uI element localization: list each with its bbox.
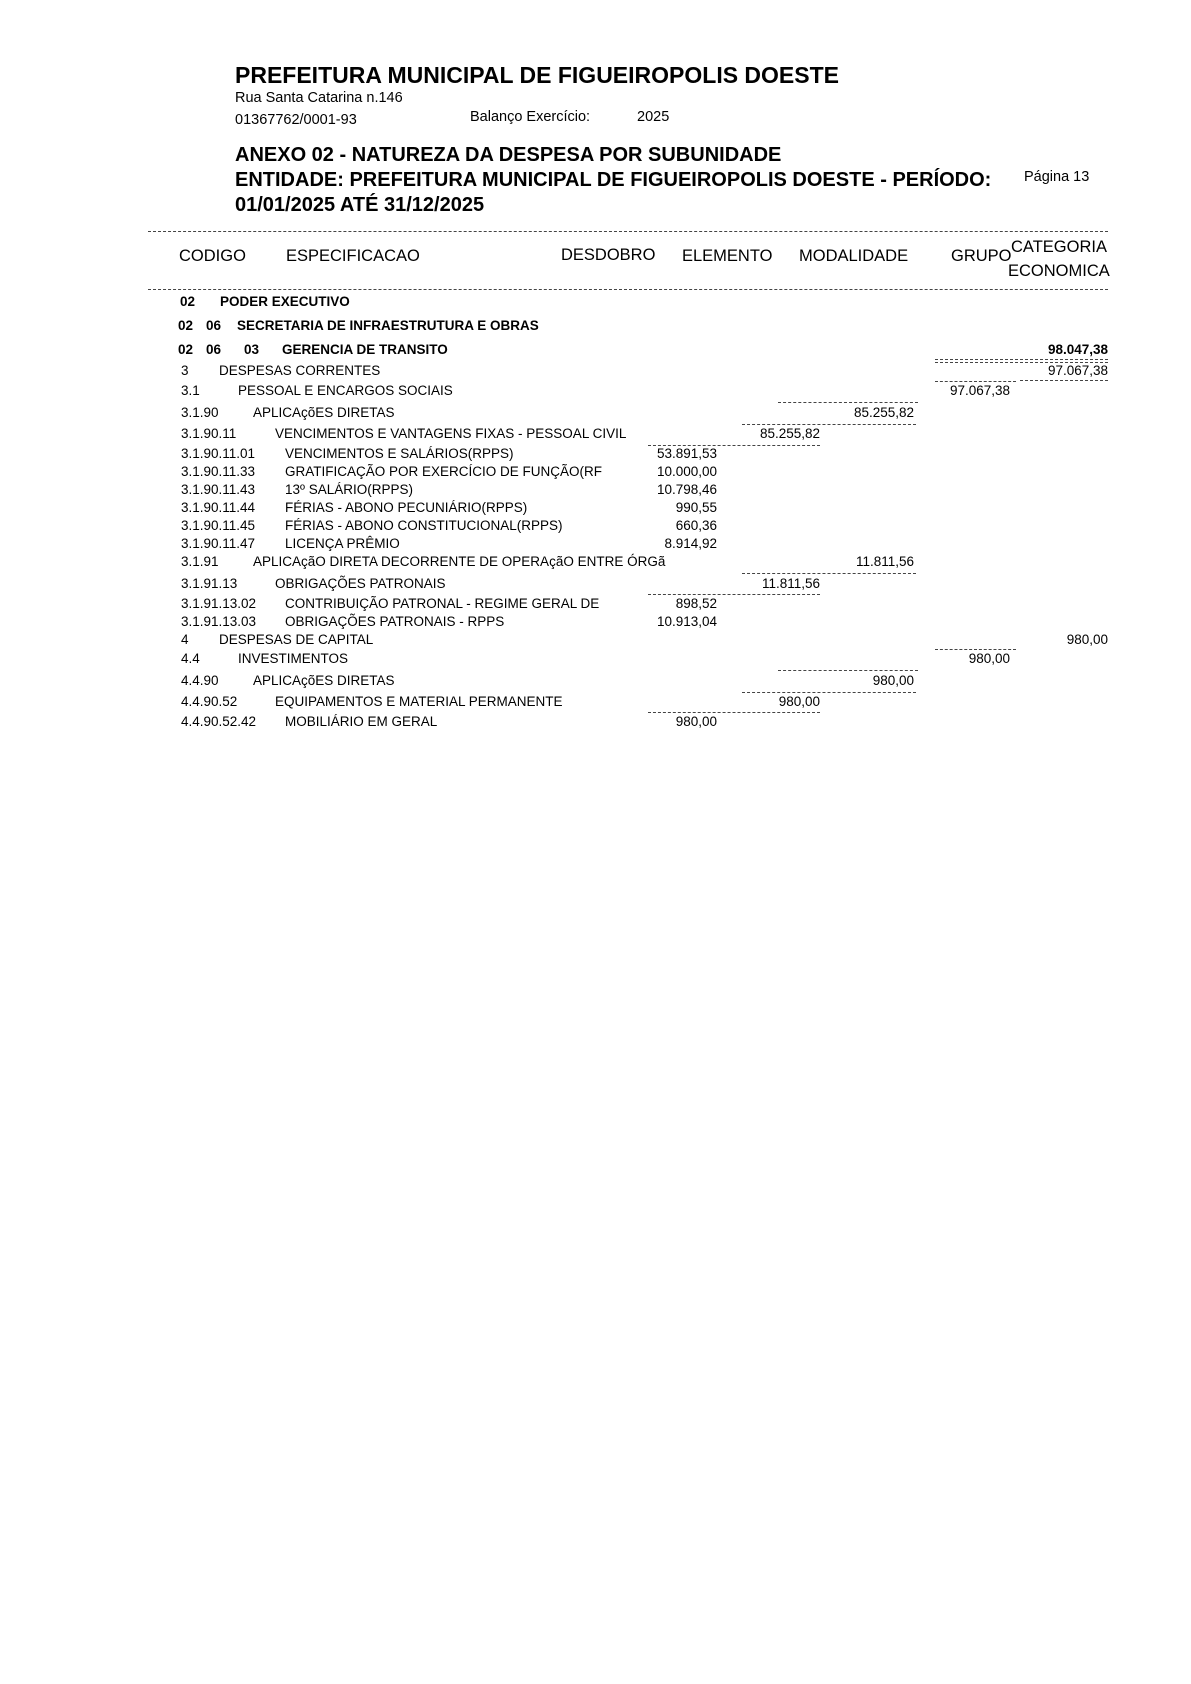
rule-elemento-3: [742, 692, 916, 693]
row-code: 3.1.90.11.01: [181, 446, 256, 461]
row-desc: APLICAçãO DIRETA DECORRENTE DE OPERAçãO ENTRE ÓRGã: [253, 554, 666, 569]
gerencia-total: 98.047,38: [1047, 342, 1108, 357]
rule-grupo-2: [935, 649, 1016, 650]
row-value-desdobro: 660,36: [675, 518, 717, 533]
row-value-desdobro: 10.798,46: [656, 482, 717, 497]
row-value-elemento: 11.811,56: [761, 576, 820, 591]
row-code: 3.1.91.13: [181, 576, 238, 591]
row-value-desdobro: 8.914,92: [664, 536, 717, 551]
col-economica: ECONOMICA: [1008, 262, 1110, 280]
rule-desdobro-2: [648, 594, 820, 595]
poder-code: 02: [180, 294, 196, 309]
row-code: 4: [181, 632, 189, 647]
row-code: 3.1.90.11.47: [181, 536, 256, 551]
row-desc: PESSOAL E ENCARGOS SOCIAIS: [238, 383, 453, 398]
row-value-modalidade: 11.811,56: [855, 554, 914, 569]
rule-grupo-1: [935, 381, 1016, 382]
col-desdobro: DESDOBRO: [561, 246, 656, 264]
row-desc: VENCIMENTOS E VANTAGENS FIXAS - PESSOAL CIVIL: [275, 426, 627, 441]
col-modalidade: MODALIDADE: [799, 247, 909, 265]
row-value-categoria: 980,00: [1066, 632, 1108, 647]
secretaria-code-1: 02: [178, 318, 194, 333]
row-desc: INVESTIMENTOS: [238, 651, 349, 666]
row-value-grupo: 980,00: [968, 651, 1010, 666]
poder-label: PODER EXECUTIVO: [220, 294, 350, 309]
row-desc: APLICAçõES DIRETAS: [253, 673, 395, 688]
row-value-desdobro: 898,52: [675, 596, 717, 611]
row-code: 3.1.90.11.45: [181, 518, 256, 533]
row-desc: 13º SALÁRIO(RPPS): [285, 482, 413, 497]
rule-desdobro-3: [648, 712, 820, 713]
row-desc: OBRIGAÇÕES PATRONAIS: [275, 576, 446, 591]
row-desc: GRATIFICAÇÃO POR EXERCÍCIO DE FUNÇÃO(RF: [285, 464, 603, 479]
row-desc: VENCIMENTOS E SALÁRIOS(RPPS): [285, 446, 514, 461]
header-bottom-rule: [148, 289, 1108, 290]
col-codigo: CODIGO: [179, 247, 246, 265]
row-code: 3.1.91.13.03: [181, 614, 257, 629]
row-code: 3.1.91: [181, 554, 219, 569]
gerencia-code-2: 06: [206, 342, 222, 357]
rule-modalidade-1: [778, 402, 918, 403]
row-desc: APLICAçõES DIRETAS: [253, 405, 395, 420]
row-code: 4.4: [181, 651, 200, 666]
row-value-elemento: 85.255,82: [759, 426, 820, 441]
annex-title: ANEXO 02 - NATUREZA DA DESPESA POR SUBUNIDADE: [235, 144, 782, 166]
rule-categoria-1: [1020, 380, 1108, 381]
row-value-desdobro: 10.000,00: [656, 464, 717, 479]
row-desc: EQUIPAMENTOS E MATERIAL PERMANENTE: [275, 694, 563, 709]
row-desc: MOBILIÁRIO EM GERAL: [285, 714, 438, 729]
gerencia-code-1: 02: [178, 342, 194, 357]
period: 01/01/2025 ATÉ 31/12/2025: [235, 194, 485, 216]
org-title: PREFEITURA MUNICIPAL DE FIGUEIROPOLIS DOESTE: [235, 62, 840, 88]
row-code: 4.4.90.52: [181, 694, 238, 709]
row-value-desdobro: 990,55: [675, 500, 717, 515]
col-grupo: GRUPO: [951, 247, 1012, 265]
row-desc: DESPESAS DE CAPITAL: [219, 632, 374, 647]
row-code: 3: [181, 363, 189, 378]
row-code: 3.1.90.11.33: [181, 464, 256, 479]
row-code: 3.1.90.11: [181, 426, 237, 441]
secretaria-code-2: 06: [206, 318, 222, 333]
total-rule-1: [935, 359, 1108, 360]
row-desc: OBRIGAÇÕES PATRONAIS - RPPS: [285, 614, 505, 629]
col-especificacao: ESPECIFICACAO: [286, 247, 420, 265]
row-desc: FÉRIAS - ABONO PECUNIÁRIO(RPPS): [285, 500, 528, 515]
row-desc: CONTRIBUIÇÃO PATRONAL - REGIME GERAL DE: [285, 596, 600, 611]
page-number: Página 13: [1024, 169, 1090, 185]
cnpj: 01367762/0001-93: [235, 112, 357, 128]
row-code: 3.1.91.13.02: [181, 596, 257, 611]
row-code: 3.1: [181, 383, 200, 398]
row-code: 3.1.90: [181, 405, 219, 420]
row-value-modalidade: 85.255,82: [853, 405, 914, 420]
row-code: 3.1.90.11.43: [181, 482, 256, 497]
header-top-rule: [148, 231, 1108, 232]
row-value-modalidade: 980,00: [872, 673, 914, 688]
row-desc: LICENÇA PRÊMIO: [285, 536, 400, 551]
row-value-desdobro: 10.913,04: [656, 614, 717, 629]
rule-modalidade-2: [778, 670, 918, 671]
exercise-year: 2025: [637, 109, 670, 125]
secretaria-label: SECRETARIA DE INFRAESTRUTURA E OBRAS: [237, 318, 539, 333]
row-code: 3.1.90.11.44: [181, 500, 256, 515]
balanco-label: Balanço Exercício:: [470, 109, 591, 125]
row-desc: DESPESAS CORRENTES: [219, 363, 381, 378]
col-categoria: CATEGORIA: [1011, 238, 1107, 256]
row-desc: FÉRIAS - ABONO CONSTITUCIONAL(RPPS): [285, 518, 563, 533]
address: Rua Santa Catarina n.146: [235, 90, 403, 106]
gerencia-code-3: 03: [244, 342, 260, 357]
rule-elemento-1: [742, 424, 916, 425]
entity-line: ENTIDADE: PREFEITURA MUNICIPAL DE FIGUEIROPOLIS DOESTE - PERÍODO:: [235, 169, 992, 191]
row-code: 4.4.90.52.42: [181, 714, 257, 729]
rule-elemento-2: [742, 573, 916, 574]
col-elemento: ELEMENTO: [682, 247, 773, 265]
gerencia-label: GERENCIA DE TRANSITO: [282, 342, 448, 357]
row-value-desdobro: 980,00: [675, 714, 717, 729]
row-value-elemento: 980,00: [778, 694, 820, 709]
row-value-categoria: 97.067,38: [1047, 363, 1108, 378]
row-code: 4.4.90: [181, 673, 219, 688]
row-value-grupo: 97.067,38: [949, 383, 1010, 398]
row-value-desdobro: 53.891,53: [656, 446, 717, 461]
